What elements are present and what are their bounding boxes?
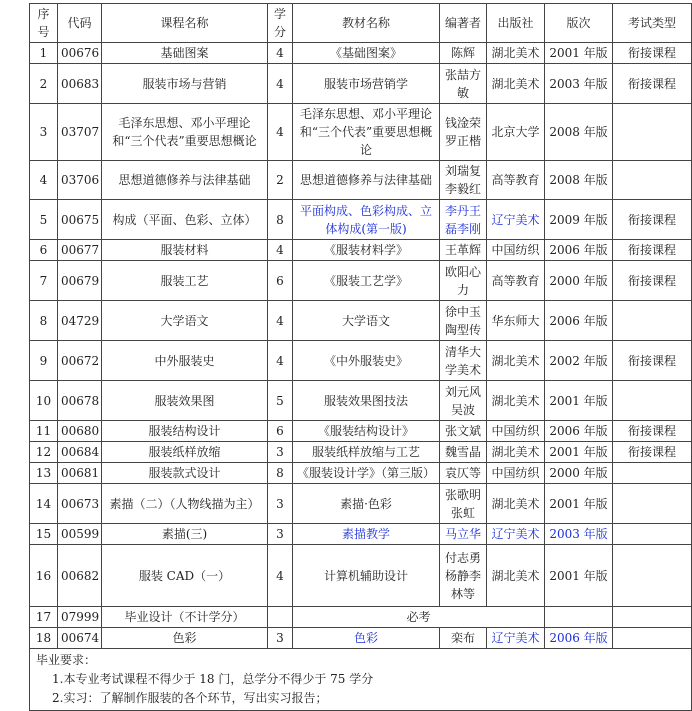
cell-course: 素描（二）（人物线描为主）	[102, 484, 268, 524]
cell-exam-type	[613, 104, 692, 161]
cell-publisher: 辽宁美术	[487, 628, 545, 649]
cell-code: 00681	[58, 463, 102, 484]
cell-credit: 2	[268, 161, 293, 200]
cell-textbook: 必考	[293, 607, 545, 628]
cell-publisher: 湖北美术	[487, 381, 545, 421]
cell-seq: 6	[30, 240, 58, 261]
table-row	[30, 200, 692, 240]
cell-course: 思想道德修养与法律基础	[102, 161, 268, 200]
cell-author: 魏雪晶	[440, 442, 487, 463]
cell-textbook: 色彩	[293, 628, 440, 649]
cell-credit: 4	[268, 545, 293, 607]
cell-course: 毕业设计（不计学分）	[102, 607, 268, 628]
cell-textbook: 大学语文	[293, 301, 440, 341]
cell-code: 00675	[58, 200, 102, 240]
cell-textbook: 《服装材料学》	[293, 240, 440, 261]
cell-textbook: 服装效果图技法	[293, 381, 440, 421]
cell-code: 00672	[58, 341, 102, 381]
cell-textbook: 《服装工艺学》	[293, 261, 440, 301]
table-row	[30, 524, 692, 545]
cell-edition	[545, 607, 613, 628]
cell-code: 03707	[58, 104, 102, 161]
cell-exam-type: 衔接课程	[613, 64, 692, 104]
cell-course: 服装效果图	[102, 381, 268, 421]
cell-exam-type	[613, 161, 692, 200]
cell-edition: 2006 年版	[545, 421, 613, 442]
cell-textbook: 素描·色彩	[293, 484, 440, 524]
cell-edition: 2001 年版	[545, 484, 613, 524]
table-row	[30, 545, 692, 607]
cell-seq: 4	[30, 161, 58, 200]
table-row	[30, 341, 692, 381]
cell-exam-type: 衔接课程	[613, 261, 692, 301]
cell-author: 张歌明张虹	[440, 484, 487, 524]
cell-seq: 3	[30, 104, 58, 161]
cell-seq: 17	[30, 607, 58, 628]
cell-publisher: 高等教育	[487, 161, 545, 200]
header-publisher: 出版社	[487, 4, 545, 43]
table-row	[30, 421, 692, 442]
cell-edition: 2000 年版	[545, 261, 613, 301]
cell-code: 00678	[58, 381, 102, 421]
cell-seq: 14	[30, 484, 58, 524]
cell-code: 00599	[58, 524, 102, 545]
table-row	[30, 104, 692, 161]
header-credit: 学分	[268, 4, 293, 43]
cell-credit: 4	[268, 104, 293, 161]
curriculum-table-container	[29, 3, 691, 711]
cell-exam-type	[613, 484, 692, 524]
table-row	[30, 43, 692, 64]
table-row	[30, 240, 692, 261]
cell-code: 07999	[58, 607, 102, 628]
cell-course: 服装工艺	[102, 261, 268, 301]
cell-exam-type	[613, 628, 692, 649]
cell-seq: 10	[30, 381, 58, 421]
cell-exam-type	[613, 524, 692, 545]
cell-credit: 3	[268, 628, 293, 649]
cell-author: 欧阳心力	[440, 261, 487, 301]
cell-exam-type: 衔接课程	[613, 240, 692, 261]
cell-author: 钱淦荣罗正楷	[440, 104, 487, 161]
cell-author: 张喆方敏	[440, 64, 487, 104]
requirement-item: 2.实习：了解制作服装的各个环节，写出实习报告；	[52, 691, 328, 705]
header-edition: 版次	[545, 4, 613, 43]
cell-seq: 12	[30, 442, 58, 463]
cell-seq: 1	[30, 43, 58, 64]
requirements-title: 毕业要求：	[36, 653, 97, 667]
cell-publisher: 中国纺织	[487, 240, 545, 261]
header-row	[30, 4, 692, 43]
cell-seq: 8	[30, 301, 58, 341]
cell-code: 00676	[58, 43, 102, 64]
curriculum-table	[29, 3, 692, 711]
cell-edition: 2006 年版	[545, 240, 613, 261]
table-row	[30, 381, 692, 421]
cell-author: 张文斌	[440, 421, 487, 442]
cell-edition: 2008 年版	[545, 104, 613, 161]
header-course: 课程名称	[102, 4, 268, 43]
cell-publisher: 湖北美术	[487, 64, 545, 104]
cell-edition: 2006 年版	[545, 301, 613, 341]
cell-publisher: 湖北美术	[487, 43, 545, 64]
table-row	[30, 442, 692, 463]
cell-exam-type: 衔接课程	[613, 421, 692, 442]
cell-code: 00677	[58, 240, 102, 261]
cell-exam-type: 衔接课程	[613, 43, 692, 64]
cell-author: 刘元风吴波	[440, 381, 487, 421]
cell-course: 中外服装史	[102, 341, 268, 381]
cell-course: 构成（平面、色彩、立体）	[102, 200, 268, 240]
cell-publisher: 辽宁美术	[487, 200, 545, 240]
table-row	[30, 261, 692, 301]
cell-credit: 4	[268, 240, 293, 261]
cell-course: 大学语文	[102, 301, 268, 341]
cell-code: 00673	[58, 484, 102, 524]
cell-course: 基础图案	[102, 43, 268, 64]
cell-course: 服装 CAD（一）	[102, 545, 268, 607]
cell-seq: 15	[30, 524, 58, 545]
table-row	[30, 161, 692, 200]
cell-course: 服装市场与营销	[102, 64, 268, 104]
cell-textbook: 毛泽东思想、邓小平理论和“三个代表”重要思想概论	[293, 104, 440, 161]
cell-edition: 2009 年版	[545, 200, 613, 240]
cell-edition: 2003 年版	[545, 524, 613, 545]
cell-code: 00682	[58, 545, 102, 607]
cell-publisher: 湖北美术	[487, 545, 545, 607]
cell-edition: 2001 年版	[545, 442, 613, 463]
cell-code: 00683	[58, 64, 102, 104]
cell-publisher: 北京大学	[487, 104, 545, 161]
header-textbook: 教材名称	[293, 4, 440, 43]
cell-author: 清华大学美术	[440, 341, 487, 381]
cell-edition: 2003 年版	[545, 64, 613, 104]
cell-textbook: 《基础图案》	[293, 43, 440, 64]
cell-edition: 2001 年版	[545, 381, 613, 421]
cell-credit: 3	[268, 524, 293, 545]
cell-edition: 2008 年版	[545, 161, 613, 200]
cell-textbook: 素描教学	[293, 524, 440, 545]
cell-code: 00684	[58, 442, 102, 463]
cell-seq: 7	[30, 261, 58, 301]
cell-author: 袁仄等	[440, 463, 487, 484]
cell-textbook: 服装市场营销学	[293, 64, 440, 104]
cell-credit: 6	[268, 261, 293, 301]
requirement-item: 1.本专业考试课程不得少于 18 门，总学分不得少于 75 学分	[52, 672, 374, 686]
cell-code: 00680	[58, 421, 102, 442]
cell-author: 李丹王磊李刚	[440, 200, 487, 240]
cell-credit: 8	[268, 463, 293, 484]
cell-author: 付志勇杨静李林等	[440, 545, 487, 607]
cell-author: 栾布	[440, 628, 487, 649]
cell-course: 服装纸样放缩	[102, 442, 268, 463]
cell-seq: 11	[30, 421, 58, 442]
cell-seq: 18	[30, 628, 58, 649]
cell-publisher: 中国纺织	[487, 421, 545, 442]
cell-exam-type	[613, 463, 692, 484]
cell-author: 刘瑞复李毅红	[440, 161, 487, 200]
cell-publisher: 华东师大	[487, 301, 545, 341]
table-row	[30, 64, 692, 104]
cell-edition: 2006 年版	[545, 628, 613, 649]
cell-seq: 13	[30, 463, 58, 484]
cell-seq: 9	[30, 341, 58, 381]
cell-seq: 2	[30, 64, 58, 104]
cell-author: 王革辉	[440, 240, 487, 261]
cell-publisher: 湖北美术	[487, 442, 545, 463]
table-row	[30, 628, 692, 649]
cell-publisher: 湖北美术	[487, 341, 545, 381]
header-seq: 序号	[30, 4, 58, 43]
table-row	[30, 463, 692, 484]
cell-exam-type: 衔接课程	[613, 442, 692, 463]
cell-textbook: 《服装设计学》（第三版）	[293, 463, 440, 484]
cell-edition: 2001 年版	[545, 545, 613, 607]
cell-exam-type: 衔接课程	[613, 341, 692, 381]
cell-course: 服装款式设计	[102, 463, 268, 484]
graduation-requirements	[30, 649, 692, 711]
cell-textbook: 平面构成、色彩构成、立体构成(第一版)	[293, 200, 440, 240]
cell-author: 马立华	[440, 524, 487, 545]
cell-edition: 2000 年版	[545, 463, 613, 484]
cell-course: 素描(三)	[102, 524, 268, 545]
cell-code: 04729	[58, 301, 102, 341]
cell-exam-type	[613, 607, 692, 628]
cell-credit: 4	[268, 43, 293, 64]
cell-exam-type	[613, 301, 692, 341]
notes-row	[30, 649, 692, 711]
cell-edition: 2002 年版	[545, 341, 613, 381]
cell-credit: 4	[268, 301, 293, 341]
table-row	[30, 484, 692, 524]
cell-publisher: 中国纺织	[487, 463, 545, 484]
cell-edition: 2001 年版	[545, 43, 613, 64]
cell-author: 徐中玉陶型传	[440, 301, 487, 341]
table-row	[30, 607, 692, 628]
cell-credit: 3	[268, 484, 293, 524]
cell-credit: 5	[268, 381, 293, 421]
cell-exam-type	[613, 381, 692, 421]
cell-textbook: 《中外服装史》	[293, 341, 440, 381]
cell-publisher: 湖北美术	[487, 484, 545, 524]
cell-textbook: 服装纸样放缩与工艺	[293, 442, 440, 463]
cell-textbook: 《服装结构设计》	[293, 421, 440, 442]
header-exam-type: 考试类型	[613, 4, 692, 43]
cell-credit	[268, 607, 293, 628]
cell-credit: 4	[268, 341, 293, 381]
cell-author: 陈辉	[440, 43, 487, 64]
cell-credit: 4	[268, 64, 293, 104]
cell-publisher: 高等教育	[487, 261, 545, 301]
cell-code: 00674	[58, 628, 102, 649]
cell-course: 服装材料	[102, 240, 268, 261]
table-row	[30, 301, 692, 341]
cell-textbook: 计算机辅助设计	[293, 545, 440, 607]
cell-credit: 8	[268, 200, 293, 240]
cell-publisher: 辽宁美术	[487, 524, 545, 545]
cell-code: 03706	[58, 161, 102, 200]
cell-seq: 5	[30, 200, 58, 240]
cell-code: 00679	[58, 261, 102, 301]
cell-credit: 3	[268, 442, 293, 463]
cell-seq: 16	[30, 545, 58, 607]
cell-course: 毛泽东思想、邓小平理论和“三个代表”重要思想概论	[102, 104, 268, 161]
cell-exam-type: 衔接课程	[613, 200, 692, 240]
cell-credit: 6	[268, 421, 293, 442]
header-author: 编著者	[440, 4, 487, 43]
cell-course: 色彩	[102, 628, 268, 649]
cell-textbook: 思想道德修养与法律基础	[293, 161, 440, 200]
cell-exam-type	[613, 545, 692, 607]
header-code: 代码	[58, 4, 102, 43]
cell-course: 服装结构设计	[102, 421, 268, 442]
